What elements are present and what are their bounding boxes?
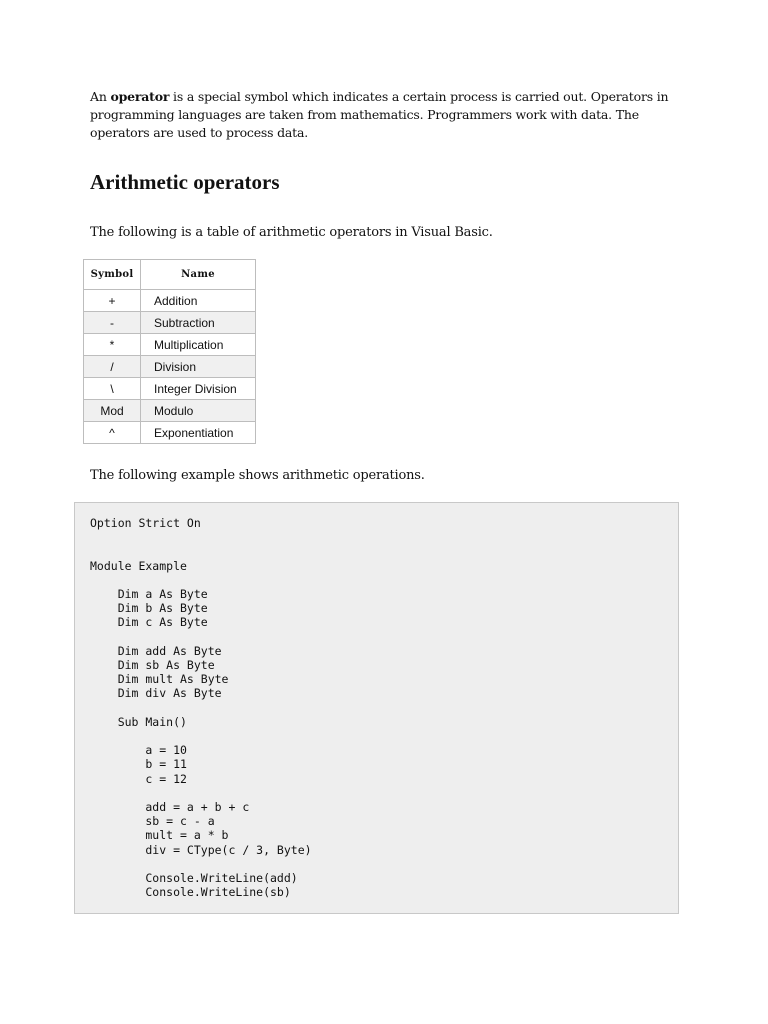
intro-rest: is a special symbol which indicates a certain process is carried out. Operators in programming languages are taken from mathematics. Programmers work with data. The operators are used to process data. [90, 89, 669, 140]
operator-symbol: - [84, 312, 141, 334]
table-row [84, 312, 256, 334]
operator-symbol: * [84, 334, 141, 356]
operator-symbol: \ [84, 378, 141, 400]
table-row [84, 290, 256, 312]
table-row [84, 400, 256, 422]
operator-name: Addition [141, 290, 256, 312]
operator-name: Subtraction [141, 312, 256, 334]
operator-name: Modulo [141, 400, 256, 422]
operator-symbol: Mod [84, 400, 141, 422]
intro-lead: An [90, 89, 111, 104]
example-intro-text: The following example shows arithmetic operations. [90, 468, 425, 483]
operator-symbol: + [84, 290, 141, 312]
code-example-block: Option Strict On Module Example Dim a As Byte Dim b As Byte Dim c As Byte Dim add As Byte Dim sb As Byte Dim mult As Byte Dim div As Byte Sub Main() a = 10 b = 11 c = 12 add = a + b + c sb = c - a mult = a * b div = CType(c / 3, Byte) Console.WriteLine(add) Console.WriteLine(sb) [74, 502, 679, 914]
header-symbol: Symbol [84, 260, 141, 290]
operator-symbol: / [84, 356, 141, 378]
operator-name: Multiplication [141, 334, 256, 356]
table-row [84, 378, 256, 400]
operator-symbol: ^ [84, 422, 141, 444]
operator-name: Division [141, 356, 256, 378]
table-row [84, 334, 256, 356]
table-intro-text: The following is a table of arithmetic operators in Visual Basic. [90, 225, 493, 240]
header-name: Name [141, 260, 256, 290]
table-row [84, 356, 256, 378]
operator-name: Exponentiation [141, 422, 256, 444]
section-heading: Arithmetic operators [90, 170, 280, 194]
operator-name: Integer Division [141, 378, 256, 400]
intro-paragraph [90, 88, 690, 142]
table-row [84, 422, 256, 444]
table-header-row [84, 260, 256, 290]
arithmetic-operators-table [83, 259, 256, 444]
intro-term-operator: operator [110, 89, 170, 104]
